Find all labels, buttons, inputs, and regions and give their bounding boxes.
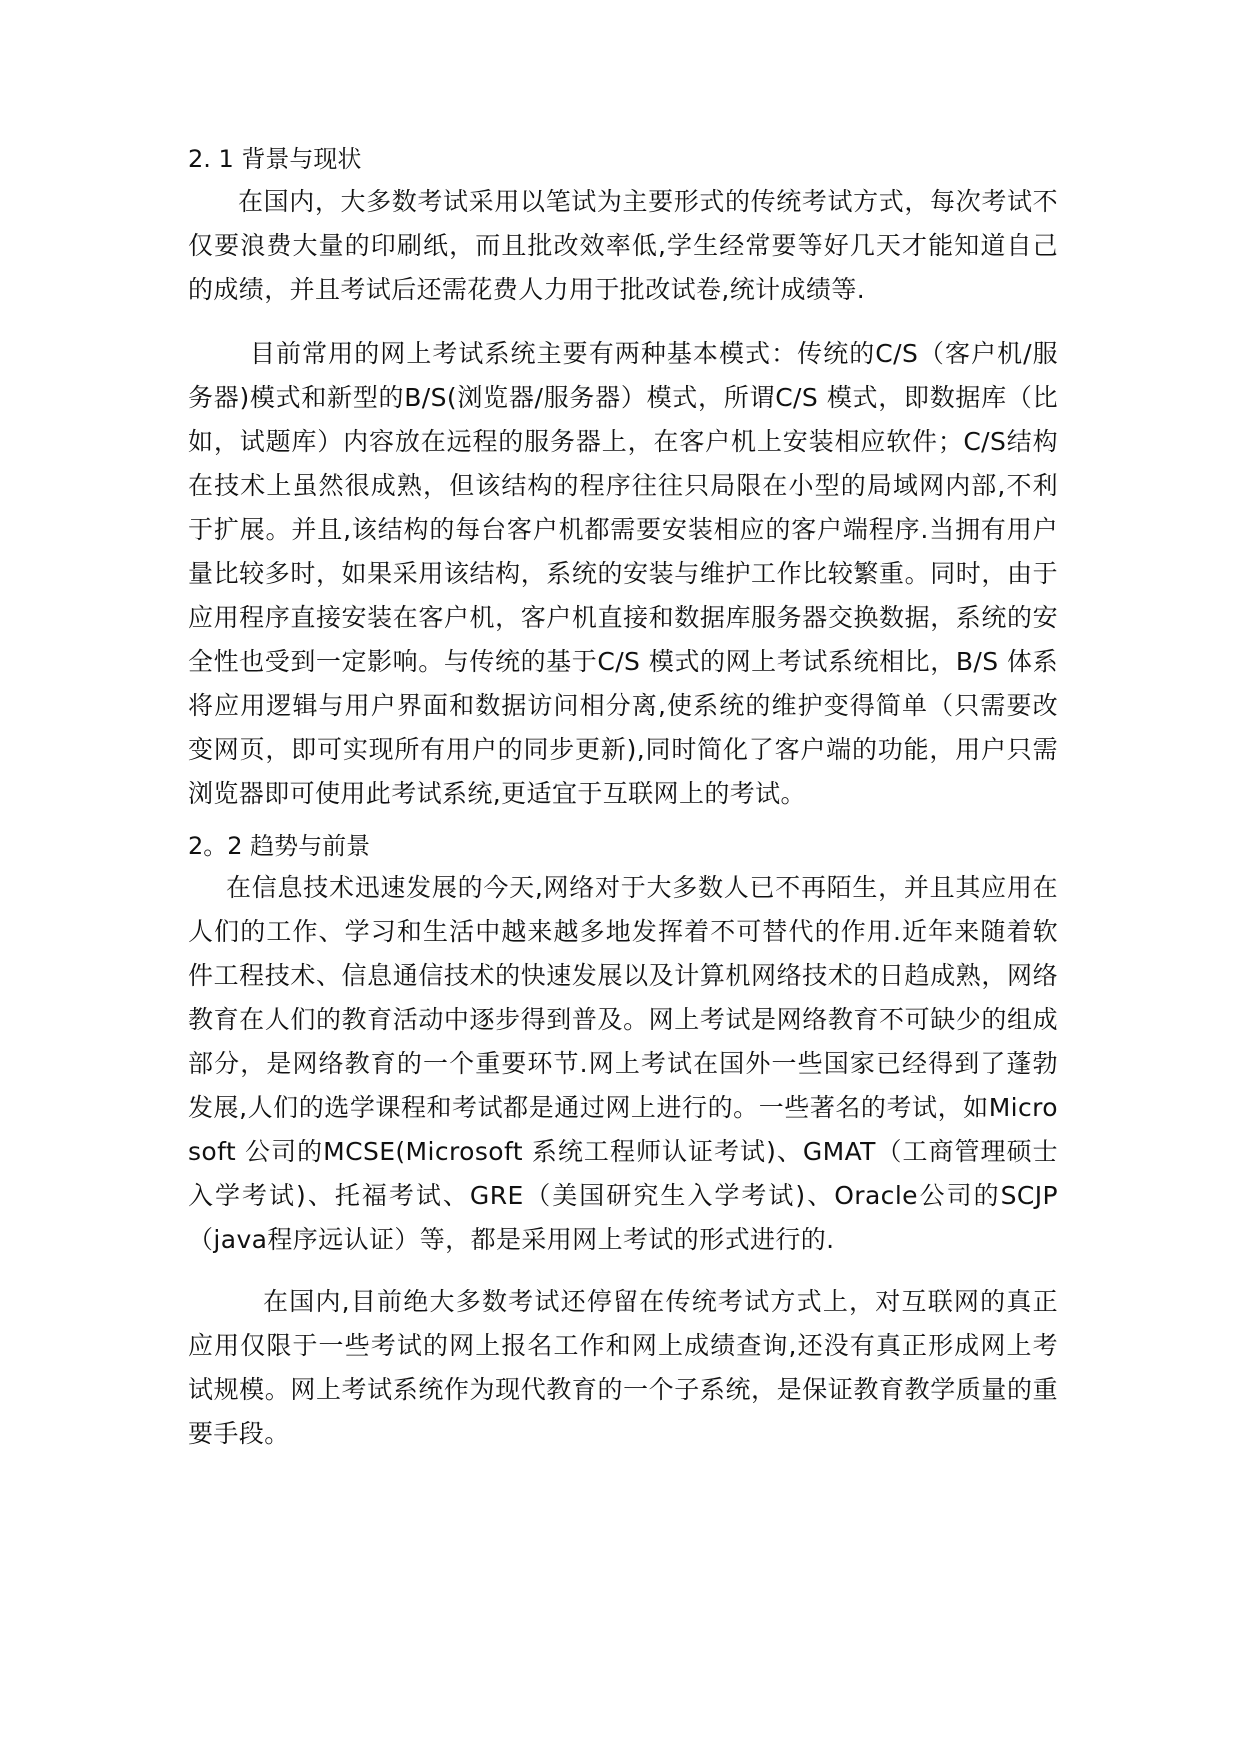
- paragraph: 在信息技术迅速发展的今天,网络对于大多数人已不再陌生，并且其应用在人们的工作、学习和生活中越来越多地发挥着不可替代的作用.近年来随着软件工程技术、信息通信技术的快速发展以及计算机网络技术的日趋成熟，网络教育在人们的教育活动中逐步得到普及。网上考试是网络教育不可缺少的组成部分，是网络教育的一个重要环节.网上考试在国外一些国家已经得到了蓬勃发展,人们的选学课程和考试都是通过网上进行的。一些著名的考试，如Micro soft 公司的MCSE(Microsoft 系统工程师认证考试)、GMAT（工商管理硕士入学考试)、托福考试、GRE（美国研究生入学考试)、Oracle公司的SCJP（java程序远认证）等，都是采用网上考试的形式进行的.: [188, 873, 1058, 1254]
- paragraph: 目前常用的网上考试系统主要有两种基本模式：传统的C/S（客户机/服务器)模式和新型的B/S(浏览器/服务器）模式，所谓C/S 模式，即数据库（比如，试题库）内容放在远程的服务器上，在客户机上安装相应软件；C/S结构在技术上虽然很成熟，但该结构的程序往往只局限在小型的局域网内部,不利于扩展。并且,该结构的每台客户机都需要安装相应的客户端程序.当拥有用户量比较多时，如果采用该结构，系统的安装与维护工作比较繁重。同时，由于应用程序直接安装在客户机，客户机直接和数据库服务器交换数据，系统的安全性也受到一定影响。与传统的基于C/S 模式的网上考试系统相比，B/S 体系将应用逻辑与用户界面和数据访问相分离,使系统的维护变得简单（只需要改变网页，即可实现所有用户的同步更新),同时简化了客户端的功能，用户只需浏览器即可使用此考试系统,更适宜于互联网上的考试。: [188, 339, 1058, 808]
- paragraph: 在国内，大多数考试采用以笔试为主要形式的传统考试方式，每次考试不仅要浪费大量的印刷纸，而且批改效率低,学生经常要等好几天才能知道自己的成绩，并且考试后还需花费人力用于批改试卷,统计成绩等.: [188, 187, 1058, 304]
- section-heading: 2. 1 背景与现状: [188, 145, 362, 173]
- paragraph: 在国内,目前绝大多数考试还停留在传统考试方式上，对互联网的真正应用仅限于一些考试的网上报名工作和网上成绩查询,还没有真正形成网上考试规模。网上考试系统作为现代教育的一个子系统，是保证教育教学质量的重要手段。: [188, 1287, 1058, 1448]
- section-heading: 2。2 趋势与前景: [188, 832, 371, 860]
